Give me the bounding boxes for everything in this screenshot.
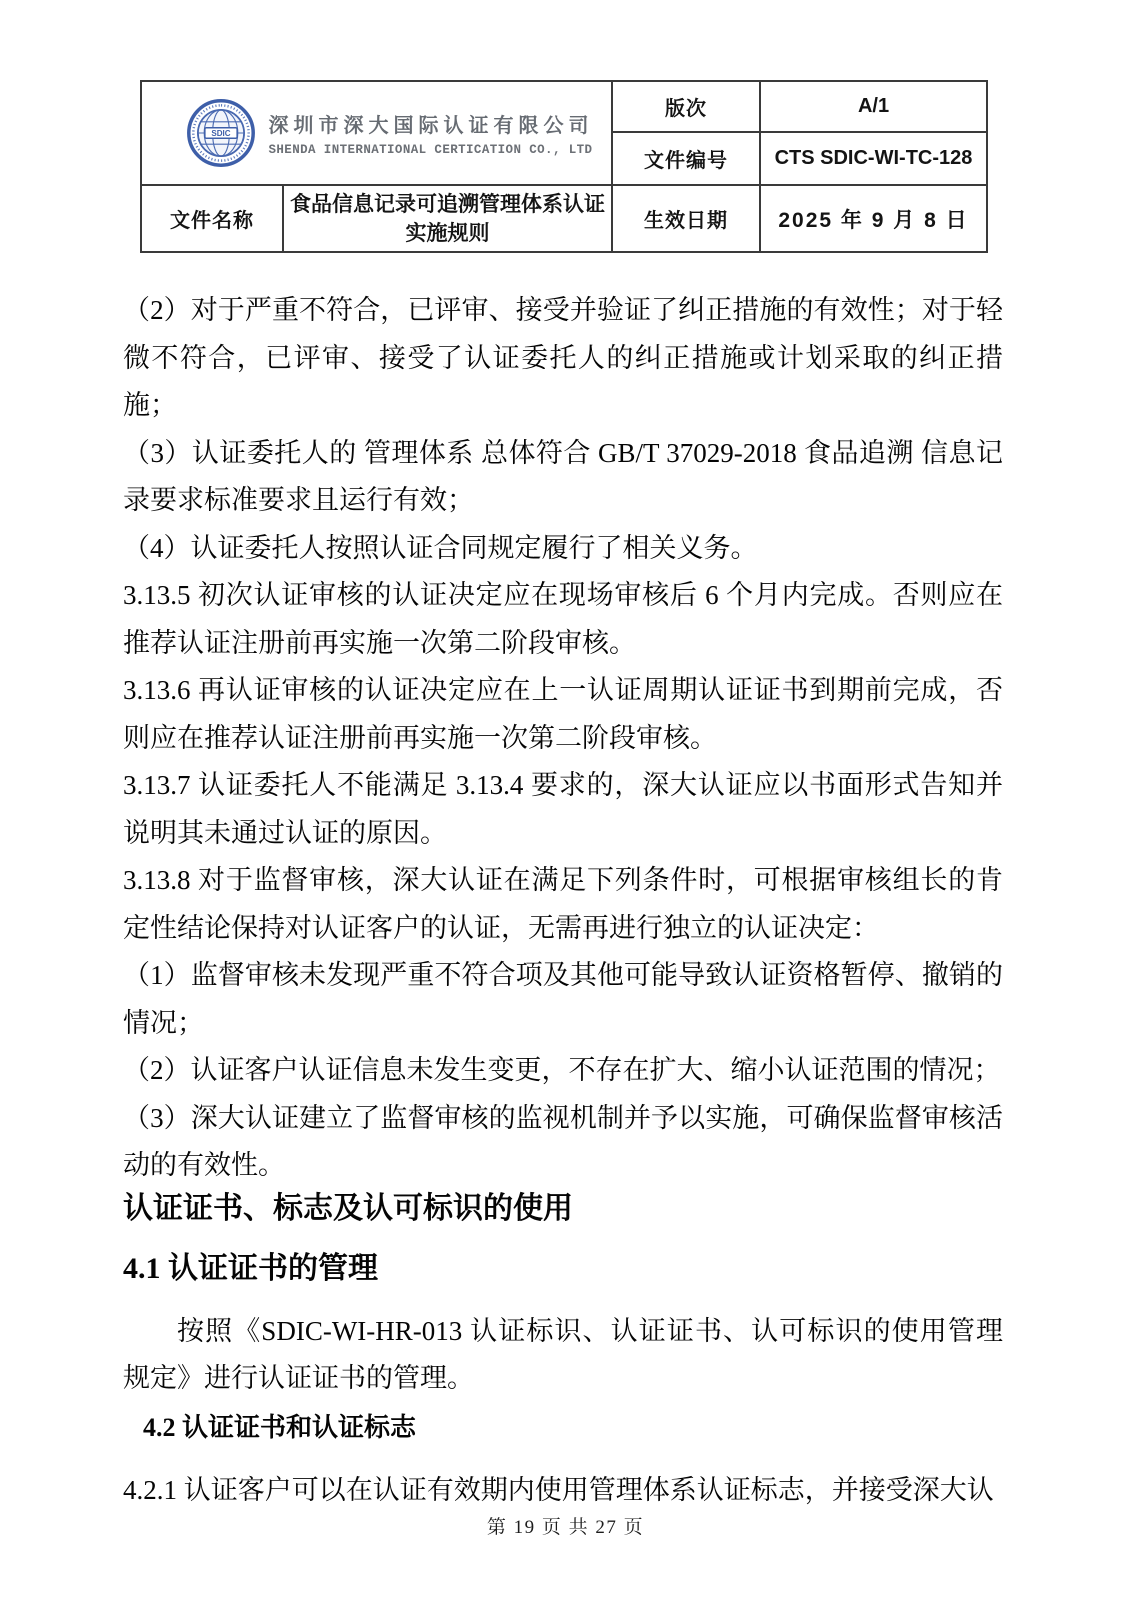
doc-name-label: 文件名称 [142,186,284,251]
body-paragraph: （4）认证委托人按照认证合同规定履行了相关义务。 [123,532,758,563]
body-paragraph: （2）认证客户认证信息未发生变更，不存在扩大、缩小认证范围的情况； [123,1055,1001,1085]
body-paragraph: （2）对于严重不符合，已评审、接受并验证了纠正措施的有效性；对于轻微不符合，已评审、接受了认证委托人的纠正措施或计划采取的纠正措施； [123,295,1003,420]
doc-name-value [284,186,613,251]
company-logo-icon [186,98,256,168]
section-heading-4-2: 4.2 认证证书和认证标志 [143,1412,417,1442]
header-logo-cell [142,82,613,186]
doc-name-line1: 食品信息记录可追溯管理体系认证 [290,192,605,216]
company-name-en: SHENDA INTERNATIONAL CERTICATION CO., LTD [268,143,593,157]
body-paragraph: 4.2.1 认证客户可以在认证有效期内使用管理体系认证标志，并接受深大认 [123,1474,994,1505]
body-paragraph: （3）认证委托人的 管理体系 总体符合 GB/T 37029-2018 食品追溯 信息记录要求标准要求且运行有效； [123,437,1003,515]
document-header-table [140,80,988,253]
effective-date-label: 生效日期 [613,186,761,251]
page-number-footer: 第 19 页 共 27 页 [486,1517,645,1538]
body-paragraph: 按照《SDIC-WI-HR-013 认证标识、认证证书、认可标识的使用管理规定》进行认证证书的管理。 [123,1315,1003,1393]
doc-number-value: CTS SDIC-WI-TC-128 [761,133,986,186]
logo-sdic-text: SDIC [210,129,231,139]
version-label: 版次 [613,82,761,133]
section-heading-4-1: 4.1 认证证书的管理 [123,1251,378,1285]
body-paragraph: （1）监督审核未发现严重不符合项及其他可能导致认证资格暂停、撤销的情况； [123,960,1003,1038]
effective-date-value: 2025 年 9 月 8 日 [778,208,969,232]
company-name-zh: 深圳市深大国际认证有限公司 [268,115,594,137]
doc-name-line2: 实施规则 [405,221,490,245]
body-paragraph: 3.13.8 对于监督审核，深大认证在满足下列条件时，可根据审核组长的肯定性结论保持对认证客户的认证，无需再进行独立的认证决定： [123,865,1003,943]
body-paragraph: 3.13.6 再认证审核的认证决定应在上一认证周期认证证书到期前完成，否则应在推荐认证注册前再实施一次第二阶段审核。 [123,675,1003,753]
body-paragraph: 3.13.5 初次认证审核的认证决定应在现场审核后 6 个月内完成。否则应在推荐认证注册前再实施一次第二阶段审核。 [123,580,1003,658]
body-paragraph: 3.13.7 认证委托人不能满足 3.13.4 要求的，深大认证应以书面形式告知并说明其未通过认证的原因。 [123,770,1003,848]
body-paragraph: （3）深大认证建立了监督审核的监视机制并予以实施，可确保监督审核活动的有效性。 [123,1102,1003,1180]
doc-number-label: 文件编号 [613,133,761,186]
company-name-block [269,109,594,157]
section-heading-cert-use: 认证证书、标志及认可标识的使用 [123,1191,573,1225]
version-value: A/1 [761,82,986,133]
document-body [123,287,1003,1514]
